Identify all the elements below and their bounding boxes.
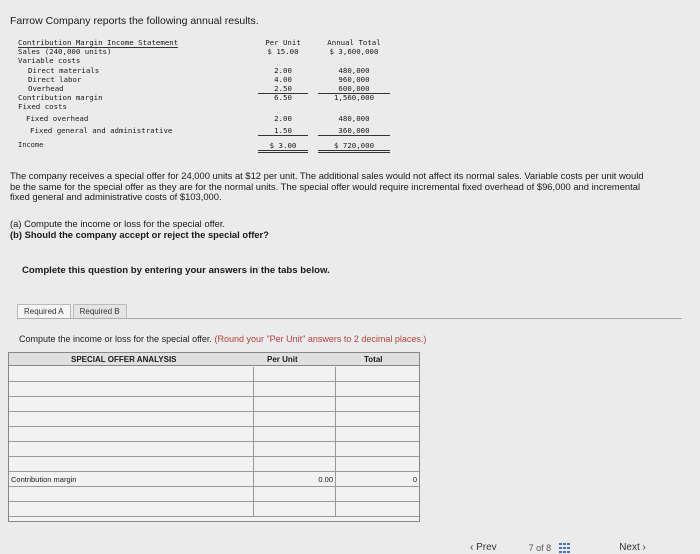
complete-instruction: Complete this question by entering your answers in the tabs below. bbox=[22, 265, 330, 276]
questions bbox=[10, 219, 269, 240]
page-info: 7 of 8 bbox=[528, 542, 552, 553]
tab-required-b[interactable]: Required B bbox=[73, 304, 127, 318]
tab-instruction: Compute the income or loss for the special offer. (Round your "Per Unit" answers to 2 decimal places.) bbox=[19, 334, 427, 344]
statement-row: Fixed general and administrative 1.50 360,000 bbox=[18, 126, 396, 135]
analysis-cell[interactable] bbox=[9, 487, 254, 502]
per-unit-cell[interactable] bbox=[254, 457, 336, 472]
total-cell[interactable] bbox=[336, 502, 419, 517]
income-statement bbox=[18, 38, 396, 150]
table-row bbox=[9, 457, 419, 472]
table-header bbox=[9, 353, 419, 366]
next-button[interactable]: Next › bbox=[619, 542, 646, 553]
analysis-cell[interactable] bbox=[9, 502, 254, 517]
col-header-total: Total bbox=[364, 355, 383, 364]
col-header-per-unit: Per Unit bbox=[267, 355, 298, 364]
total-cell[interactable]: 0 bbox=[412, 475, 417, 484]
total-cell[interactable] bbox=[336, 457, 419, 472]
statement-row: Income $ 3.00 $ 720,000 bbox=[18, 141, 396, 150]
statement-title: Contribution Margin Income Statement bbox=[18, 38, 179, 47]
table-row bbox=[9, 442, 419, 457]
per-unit-cell[interactable] bbox=[254, 502, 336, 517]
pagination bbox=[470, 542, 646, 553]
total-cell[interactable] bbox=[336, 427, 419, 442]
per-unit-cell[interactable] bbox=[254, 367, 336, 382]
total-cell[interactable] bbox=[336, 367, 419, 382]
table-row bbox=[9, 487, 419, 502]
total-cell[interactable] bbox=[336, 397, 419, 412]
question-b: (b) Should the company accept or reject the special offer? bbox=[10, 228, 269, 240]
per-unit-cell[interactable] bbox=[254, 412, 336, 427]
per-unit-cell[interactable] bbox=[254, 382, 336, 397]
statement-row: Direct materials 2.00 480,000 bbox=[28, 65, 370, 75]
analysis-cell[interactable] bbox=[9, 427, 254, 442]
per-unit-header: Per Unit bbox=[265, 38, 301, 47]
analysis-cell[interactable] bbox=[9, 457, 254, 472]
grid-icon[interactable] bbox=[559, 543, 571, 553]
analysis-cell[interactable] bbox=[9, 397, 254, 412]
per-unit-cell[interactable] bbox=[254, 442, 336, 457]
table-row bbox=[9, 397, 419, 412]
table-row bbox=[9, 427, 419, 442]
tab-divider bbox=[17, 318, 682, 319]
col-header-analysis: SPECIAL OFFER ANALYSIS bbox=[71, 355, 177, 364]
problem-text: The company receives a special offer for 24,000 units at $12 per unit. The additional sales would not affect its normal sales. Variable costs per unit would be the same for the special offer as they are for the normal units. The special offer would require incremental fixed overhead of $96,000 and incremental fixed general and administrative costs of $103,000. bbox=[10, 170, 644, 203]
total-cell[interactable] bbox=[336, 442, 419, 457]
statement-row: Direct labor 4.00 960,000 bbox=[28, 74, 370, 84]
per-unit-cell[interactable] bbox=[254, 427, 336, 442]
table-row bbox=[9, 382, 419, 397]
statement-row: Sales (240,000 units) $ 15.00 $ 3,600,000 bbox=[18, 47, 379, 57]
statement-row: Fixed overhead 2.00 480,000 bbox=[26, 113, 370, 123]
total-cell[interactable] bbox=[336, 487, 419, 502]
tab-required-a[interactable]: Required A bbox=[17, 304, 71, 318]
question-a: (a) Compute the income or loss for the special offer. bbox=[10, 218, 226, 229]
per-unit-cell[interactable]: 0.00 bbox=[254, 472, 336, 487]
rounding-note: (Round your "Per Unit" answers to 2 decimal places.) bbox=[214, 334, 427, 344]
statement-row: Contribution margin 6.50 1,560,000 bbox=[18, 93, 375, 103]
table-row bbox=[9, 412, 419, 427]
statement-row: Variable costs bbox=[18, 56, 81, 66]
analysis-cell[interactable] bbox=[9, 412, 254, 427]
total-cell[interactable] bbox=[336, 412, 419, 427]
contribution-margin-row bbox=[9, 472, 419, 487]
per-unit-cell[interactable] bbox=[254, 487, 336, 502]
analysis-cell: Contribution margin bbox=[9, 472, 254, 487]
total-cell[interactable] bbox=[336, 382, 419, 397]
table-row bbox=[9, 367, 419, 382]
per-unit-cell[interactable] bbox=[254, 397, 336, 412]
special-offer-table bbox=[8, 352, 420, 522]
statement-row: Overhead 2.50 600,000 bbox=[18, 84, 396, 93]
prev-button[interactable]: ‹ Prev bbox=[470, 542, 497, 553]
analysis-cell[interactable] bbox=[9, 382, 254, 397]
annual-total-header: Annual Total bbox=[327, 38, 381, 47]
tab-bar bbox=[17, 304, 129, 318]
statement-header-row bbox=[18, 38, 396, 47]
analysis-cell[interactable] bbox=[9, 367, 254, 382]
intro-text: Farrow Company reports the following annual results. bbox=[10, 15, 259, 27]
analysis-cell[interactable] bbox=[9, 442, 254, 457]
table-row bbox=[9, 502, 419, 517]
statement-row: Fixed costs bbox=[18, 102, 67, 112]
